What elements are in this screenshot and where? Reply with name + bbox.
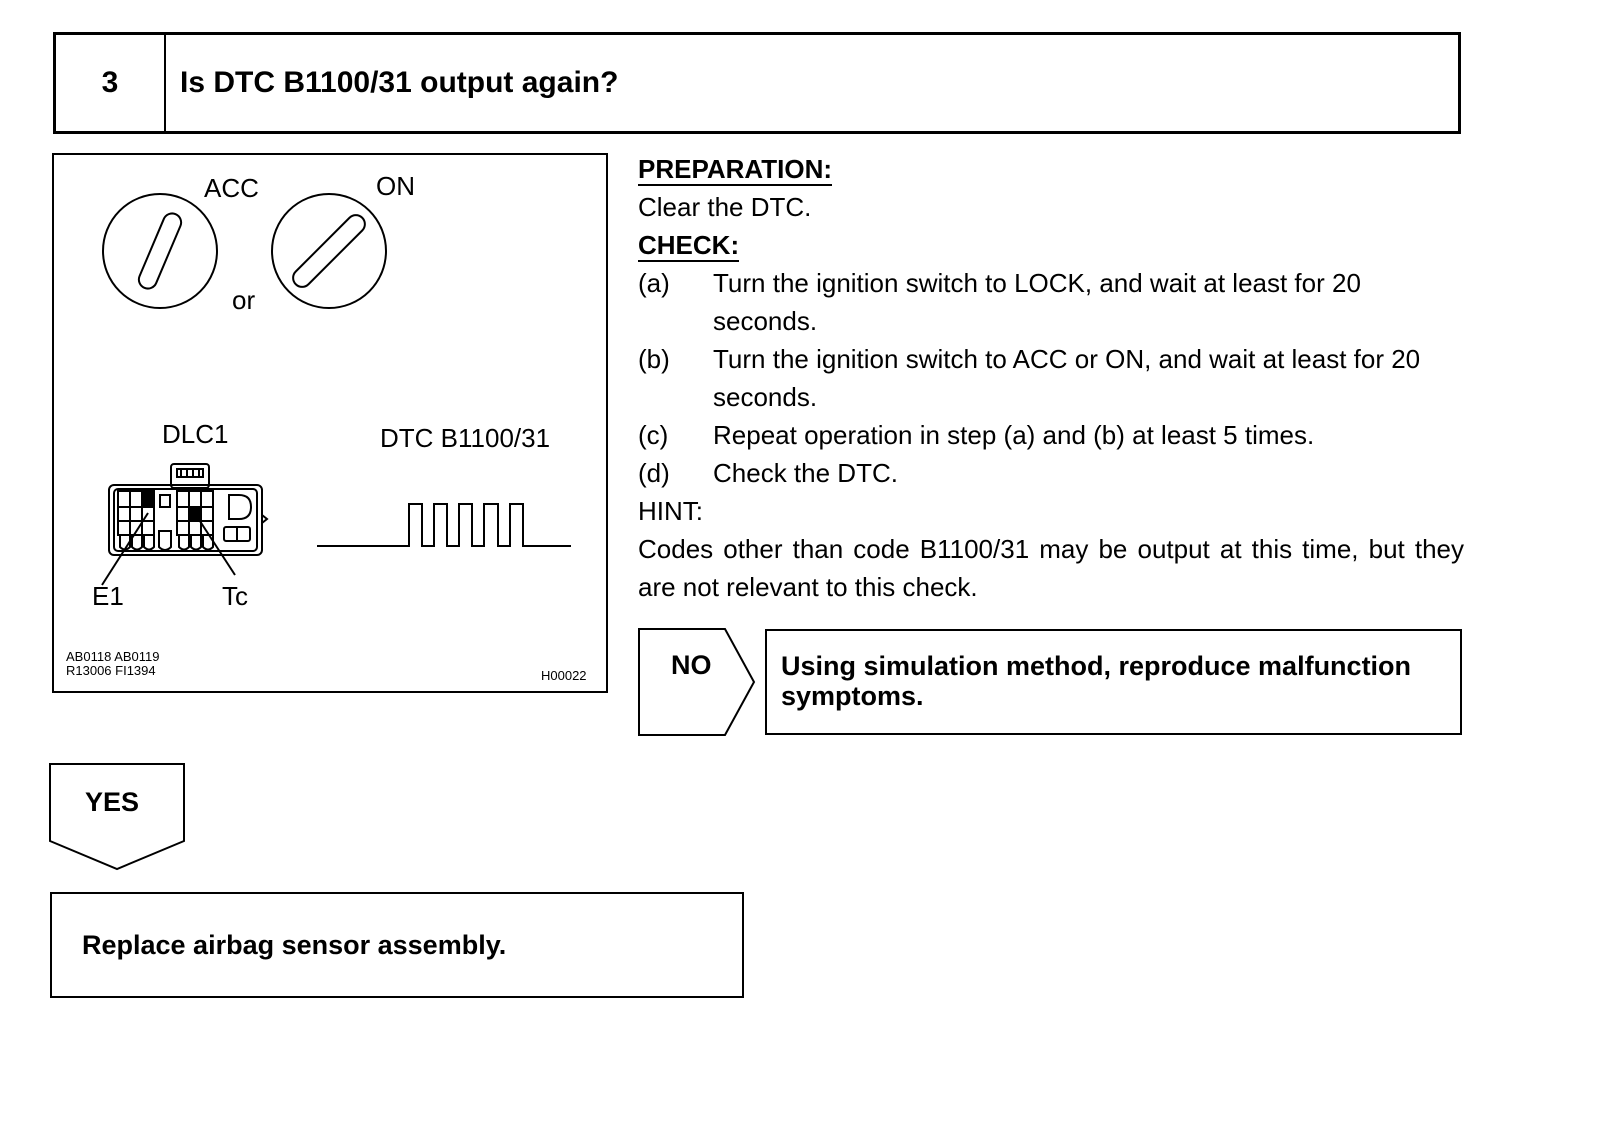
- or-label: or: [232, 285, 256, 315]
- check-step-letter: (b): [638, 344, 670, 374]
- yes-label: YES: [85, 787, 140, 817]
- check-steps: [638, 264, 1464, 492]
- check-step: [638, 340, 1464, 416]
- acc-label: ACC: [204, 173, 259, 203]
- check-step: [638, 264, 1464, 340]
- e1-terminal-label: E1: [92, 581, 124, 611]
- check-step-letter: (a): [638, 268, 670, 298]
- check-step-text: Repeat operation in step (a) and (b) at least 5 times.: [713, 420, 1315, 450]
- on-label: ON: [376, 171, 415, 201]
- dtc-waveform: [317, 504, 571, 546]
- illustration-panel: [52, 153, 608, 693]
- preparation-title: PREPARATION:: [638, 154, 833, 184]
- dtc-waveform-label: DTC B1100/31: [380, 423, 551, 453]
- down-arrow-tag-shape: [49, 763, 189, 873]
- step-number: 3: [56, 35, 166, 131]
- no-result-action: Using simulation method, reproduce malfunction symptoms.: [765, 629, 1462, 735]
- reference-code-line-2: R13006 FI1394: [66, 663, 156, 678]
- right-arrow-tag-shape: [638, 628, 758, 736]
- check-step-letter: (d): [638, 458, 670, 488]
- on-key-cylinder: [272, 194, 386, 308]
- check-title: CHECK:: [638, 230, 740, 260]
- tc-terminal-label: Tc: [222, 581, 248, 611]
- yes-result-action: Replace airbag sensor assembly.: [50, 892, 744, 998]
- hint-text: Codes other than code B1100/31 may be output at this time, but they are not relevant to this check.: [638, 534, 1464, 602]
- no-result-tag: [638, 628, 758, 736]
- step-header: [53, 32, 1461, 134]
- reference-code-line-1: AB0118 AB0119: [66, 649, 160, 664]
- dlc1-connector: [102, 464, 267, 585]
- check-step-text: Turn the ignition switch to ACC or ON, and wait at least for 20 seconds.: [713, 344, 1421, 412]
- step-question: Is DTC B1100/31 output again?: [180, 66, 619, 99]
- check-step: [638, 454, 1464, 492]
- figure-id: H00022: [541, 668, 587, 683]
- check-step-text: Check the DTC.: [713, 458, 898, 488]
- check-step: [638, 416, 1464, 454]
- no-label: NO: [671, 650, 712, 680]
- hint-title: HINT:: [638, 496, 703, 526]
- preparation-text: Clear the DTC.: [638, 192, 812, 222]
- dlc1-label: DLC1: [162, 419, 229, 449]
- acc-key-cylinder: [103, 194, 217, 308]
- procedure-text: [638, 150, 1464, 606]
- yes-result-tag: [49, 763, 189, 873]
- check-step-letter: (c): [638, 420, 669, 450]
- check-step-text: Turn the ignition switch to LOCK, and wait at least for 20 seconds.: [713, 268, 1361, 336]
